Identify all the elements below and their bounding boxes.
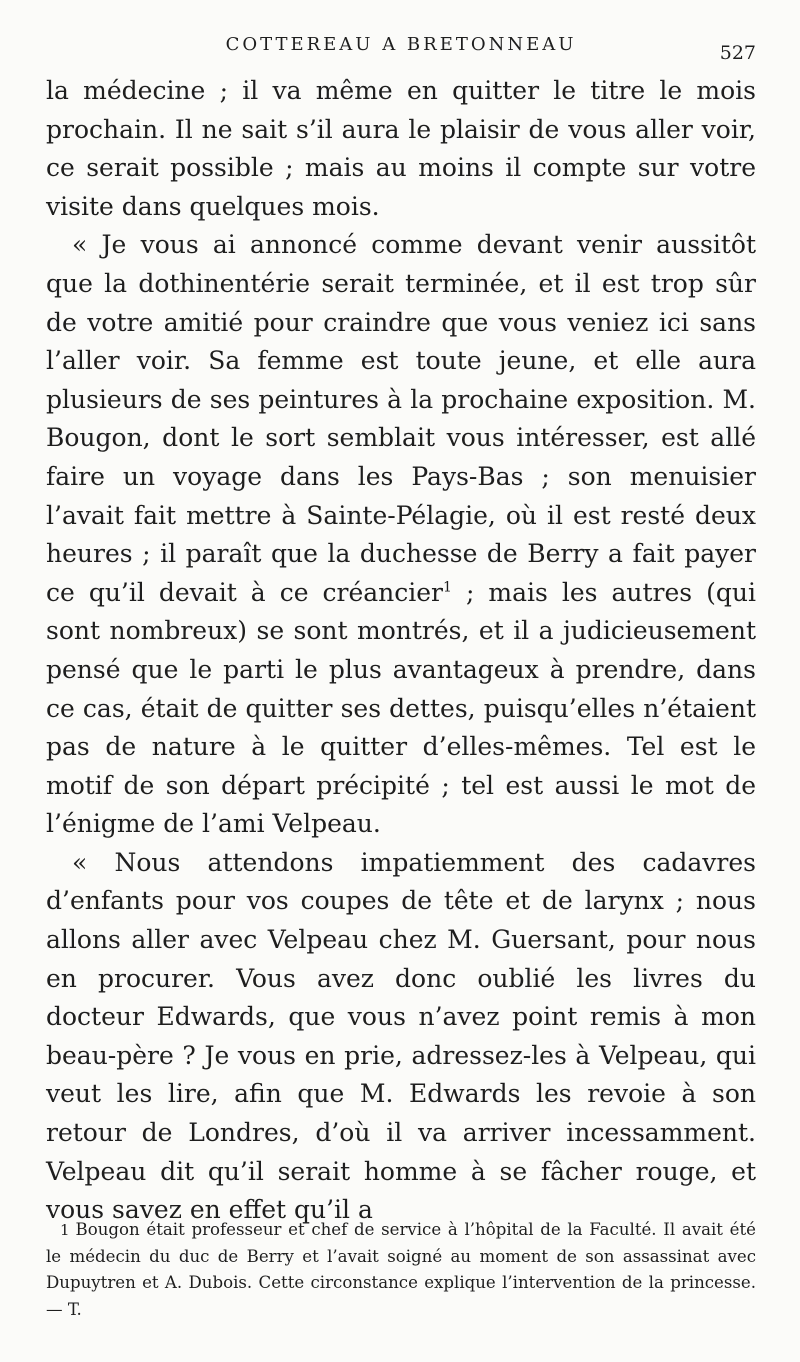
paragraph-2-part-b: ; mais les autres (qui sont nombreux) se sont montrés, et il a judicieusement pensé que le parti le plus avantageux à prendre, dans ce cas, était de quitter ses dettes, puisqu’elles n’étaient pas de nature à le quitter d’elles-mêmes. Tel est le motif de son départ précipité ; tel est aussi le mot de l’énigme de l’ami Velpeau. xyxy=(46,577,756,839)
footnotes xyxy=(46,1217,756,1323)
footnote-1 xyxy=(46,1217,756,1323)
paragraph-3: « Nous attendons impatiemment des cadavres d’enfants pour vos coupes de tête et de larynx ; nous allons aller avec Velpeau chez M. Guersant, pour nous en procurer. Vous avez donc oublié les livres du docteur Edwards, que vous n’avez point remis à mon beau-père ? Je vous en prie, adressez-les à Velpeau, qui veut les lire, afin que M. Edwards les revoie à son retour de Londres, d’où il va arriver incessamment. Velpeau dit qu’il serait homme à se fâcher rouge, et vous savez en effet qu’il a xyxy=(46,847,756,1225)
footnote-text: Bougon était professeur et chef de service à l’hôpital de la Faculté. Il avait été le médecin du duc de Berry et l’avait soigné au moment de son assassinat avec Dupuytren et A. Dubois. Cette circonstance explique l’intervention de la princesse. — T. xyxy=(46,1220,756,1319)
paragraph-2 xyxy=(46,226,756,844)
running-head xyxy=(46,34,756,64)
paragraph-1: la médecine ; il va même en quitter le titre le mois prochain. Il ne sait s’il aura le plaisir de vous aller voir, ce serait possible ; mais au moins il compte sur votre visite dans quelques mois. xyxy=(46,76,756,221)
body-text xyxy=(46,72,756,1230)
footnote-reference: 1 xyxy=(443,579,452,596)
running-title: COTTEREAU A BRETONNEAU xyxy=(225,34,577,55)
footnote-number: 1 xyxy=(60,1221,70,1239)
paragraph-2-part-a: « Je vous ai annoncé comme devant venir aussitôt que la dothinentérie serait terminée, et il est trop sûr de votre amitié pour craindre que vous veniez ici sans l’aller voir. Sa femme est toute jeune, et elle aura plusieurs de ses peintures à la prochaine exposition. M. Bougon, dont le sort semblait vous intéresser, est allé faire un voyage dans les Pays-Bas ; son menuisier l’avait fait mettre à Sainte-Pélagie, où il est resté deux heures ; il paraît que la duchesse de Berry a fait payer ce qu’il devait à ce créancier xyxy=(46,230,756,607)
page-number: 527 xyxy=(719,42,756,64)
